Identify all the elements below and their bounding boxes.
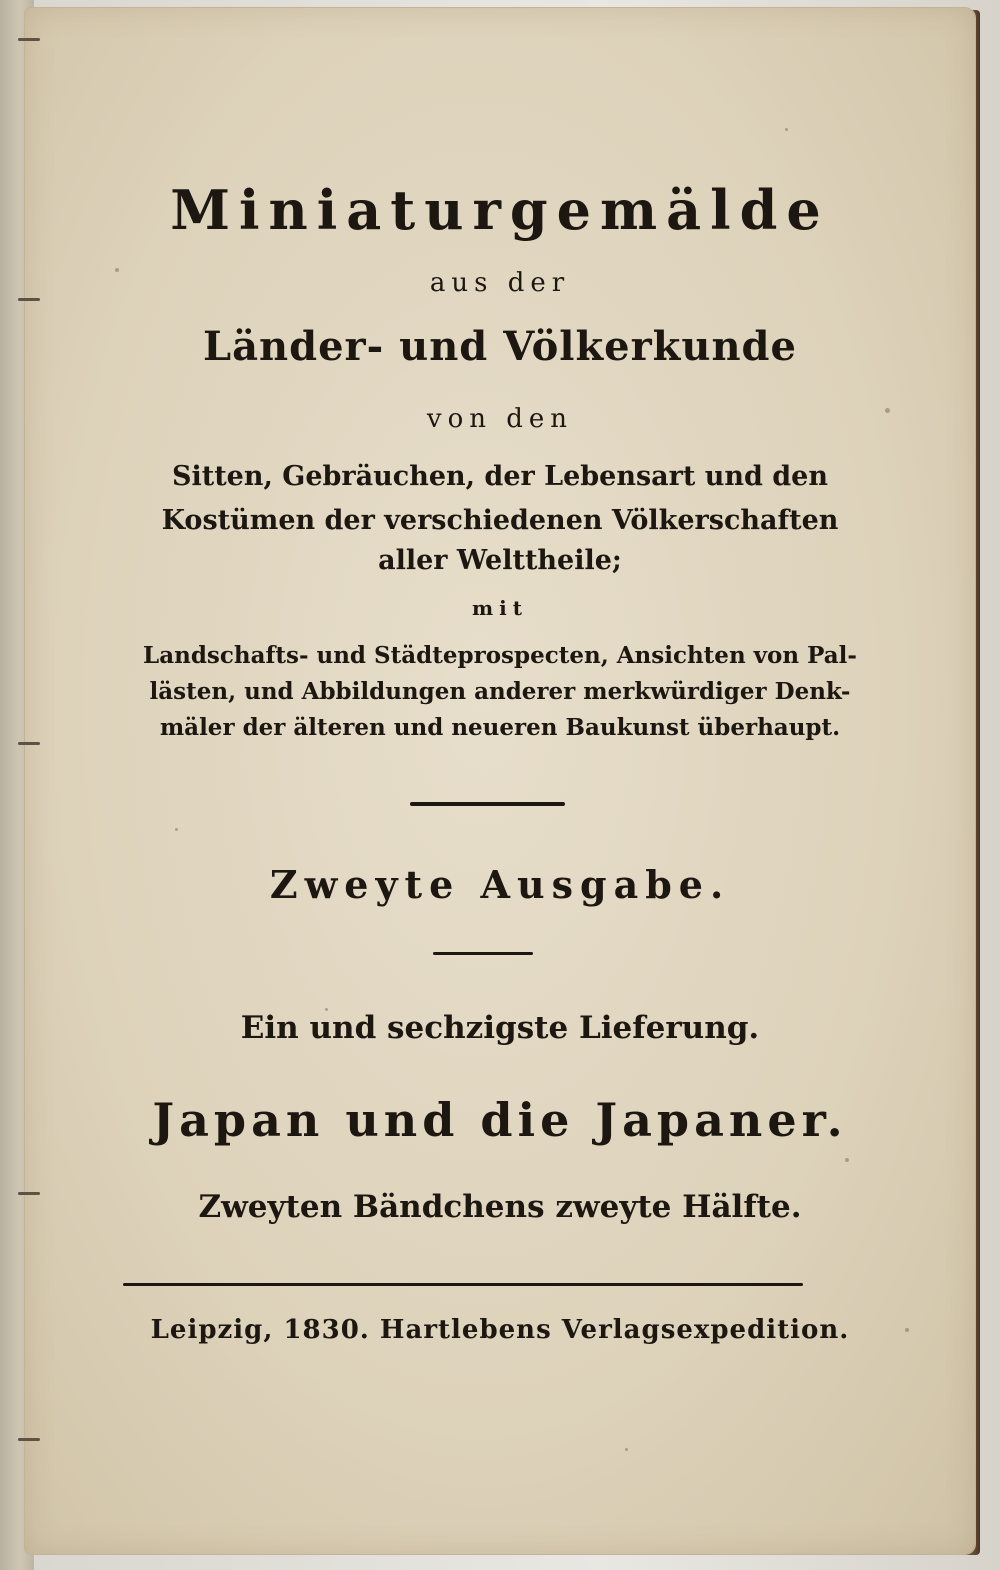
paper-speck [175, 828, 178, 831]
supplement-line: Landschafts- und Städteprospecten, Ansichten von Pal- [143, 642, 857, 669]
description-line: Sitten, Gebräuchen, der Lebensart und den [171, 461, 828, 492]
main-title: Miniaturgemälde [170, 178, 830, 242]
binding-thread [18, 742, 40, 745]
short-rule [433, 952, 533, 955]
imprint-line: Leipzig, 1830. Hartlebens Verlagsexpedition. [150, 1315, 850, 1345]
description-line: aller Welttheile; [378, 545, 622, 576]
paper-speck [845, 1158, 849, 1162]
subject-title: Länder- und Völkerkunde [203, 323, 797, 370]
paper-speck [785, 128, 788, 131]
binding-thread [18, 38, 40, 41]
description-line: Kostümen der verschiedenen Völkerschaften [161, 505, 839, 536]
binding-thread [18, 1438, 40, 1441]
issue-line: Ein und sechzigste Lieferung. [240, 1010, 760, 1046]
supplement-line: lästen, und Abbildungen anderer merkwürdiger Denk- [149, 678, 851, 705]
binding-thread [18, 298, 40, 301]
supplement-line: mäler der älteren und neueren Baukunst überhaupt. [159, 714, 841, 741]
volume-part: Zweyten Bändchens zweyte Hälfte. [198, 1189, 802, 1225]
paper-speck [625, 1448, 628, 1451]
ornamental-rule [410, 802, 565, 806]
edition-line: Zweyte Ausgabe. [269, 862, 731, 907]
volume-title: Japan und die Japaner. [152, 1093, 848, 1147]
subtitle-connector-aus-der: aus der [429, 268, 571, 298]
imprint-rule [123, 1283, 803, 1286]
subtitle-connector-von-den: von den [426, 404, 574, 434]
connector-mit: mit [472, 596, 528, 620]
